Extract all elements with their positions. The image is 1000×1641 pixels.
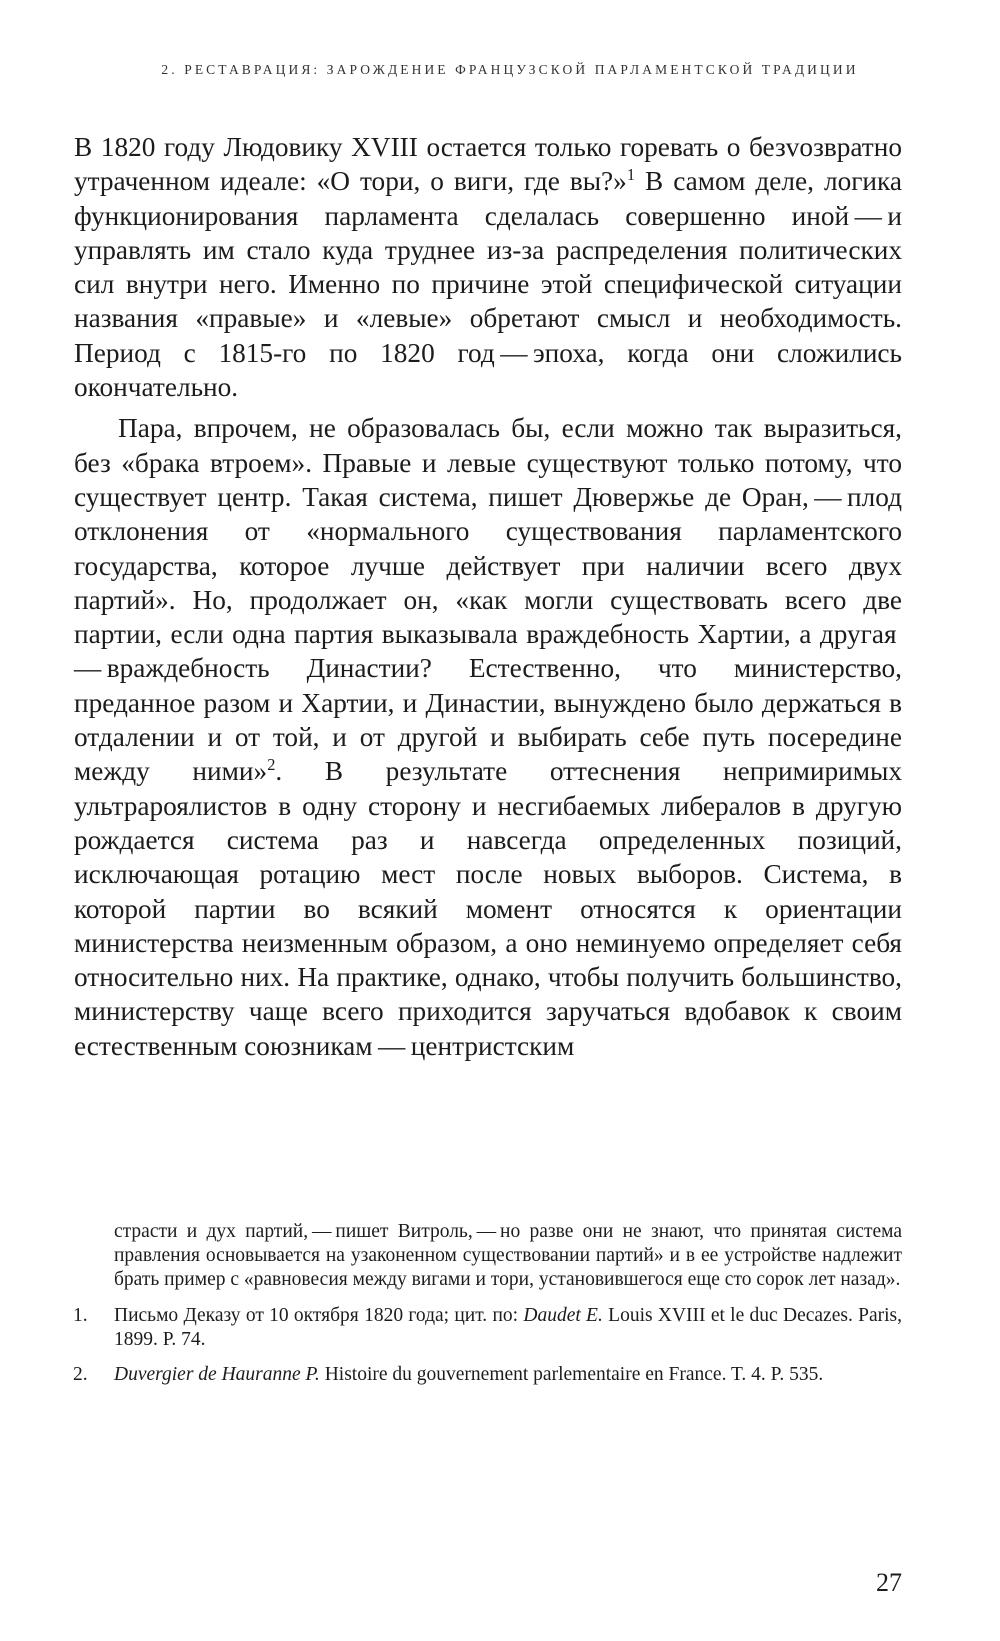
- page-number: 27: [876, 1568, 902, 1597]
- footnote-1: [73, 1304, 902, 1352]
- footnote-continuation: страсти и дух партий, — пишет Витроль, — но разве они не знают, что принятая система правления основывается на узаконенном существовании партий» и в ее устройстве надлежит брать пример с «равновесия между вигами и тори, установившегося еще сто сорок лет назад».: [114, 1221, 902, 1291]
- footnote-2-text-b: Histoire du gouvernement parlementaire en France. T. 4. P. 535.: [319, 1364, 824, 1386]
- footnote-ref-1[interactable]: 1: [626, 165, 636, 185]
- paragraph-2-text-a: Пара, впрочем, не образовалась бы, если можно так выразиться, без «брака втроем». Правые и левые существуют только потому, что существует центр. Такая система, пишет Дювержье де Оран, — плод отклонения от «нормального существования парламентского государства, которое лучше действует при наличии всего двух партий». Но, продолжает он, «как могли существовать всего две партии, если одна партия выказывала враждебность Хартии, а другая — враждебность Династии? Естественно, что министерство, преданное разом и Хартии, и Династии, вынуждено было держаться в отдалении и от той, и от другой и выбирать себе путь посередине между ними»: [74, 413, 902, 787]
- running-head: 2. РЕСТАВРАЦИЯ: ЗАРОЖДЕНИЕ ФРАНЦУЗСКОЙ ПАРЛАМЕНТСКОЙ ТРАДИЦИИ: [161, 62, 859, 77]
- footnote-2-number: 2.: [73, 1364, 88, 1386]
- paragraph-1-text-b: В самом деле, логика функционирования парламента сделалась совершенно иной — и управлять им стало куда труднее из-за распределения политических сил внутри него. Именно по причине этой специфической ситуации названия «правые» и «левые» обретают смысл и необходимость. Период с 1815-го по 1820 год — эпоха, когда они сложились окончательно.: [74, 166, 903, 403]
- footnote-ref-2[interactable]: 2: [267, 755, 276, 775]
- paragraph-1: [74, 130, 902, 404]
- footnote-1-text-a: Письмо Деказу от 10 октября 1820 года; цит. по:: [114, 1304, 524, 1326]
- paragraph-2-text-b: . В результате оттеснения непримиримых ультрароялистов в одну сторону и несгибаемых либералов в другую рождается система раз и навсегда определенных позиций, исключающая ротацию мест после новых выборов. Система, в которой партии во всякий момент относятся к ориентации министерства неизменным образом, а оно неминуемо определяет себя относительно них. На практике, однако, чтобы получить большинство, министерству чаще всего приходится заручаться вдобавок к своим естественным союзникам — центристским: [74, 756, 903, 1061]
- footnote-2: [73, 1363, 902, 1387]
- footnote-1-number: 1.: [73, 1304, 88, 1326]
- paragraph-2: [74, 411, 902, 1063]
- main-text: [74, 130, 902, 1063]
- footnotes: [73, 1220, 902, 1387]
- paragraph-1-text-a: В 1820 году Людовику XVIII остается только горевать о безvозвратно утраченном идеале: «О тори, о виги, где вы?»: [74, 132, 902, 197]
- footnote-1-author: Daudet E.: [523, 1304, 603, 1326]
- footnote-2-author: Duvergier de Hauranne P.: [114, 1364, 320, 1386]
- footnote-1-text-b: Louis XVIII et le duc Decazes. Paris, 1899. P. 74.: [114, 1304, 902, 1350]
